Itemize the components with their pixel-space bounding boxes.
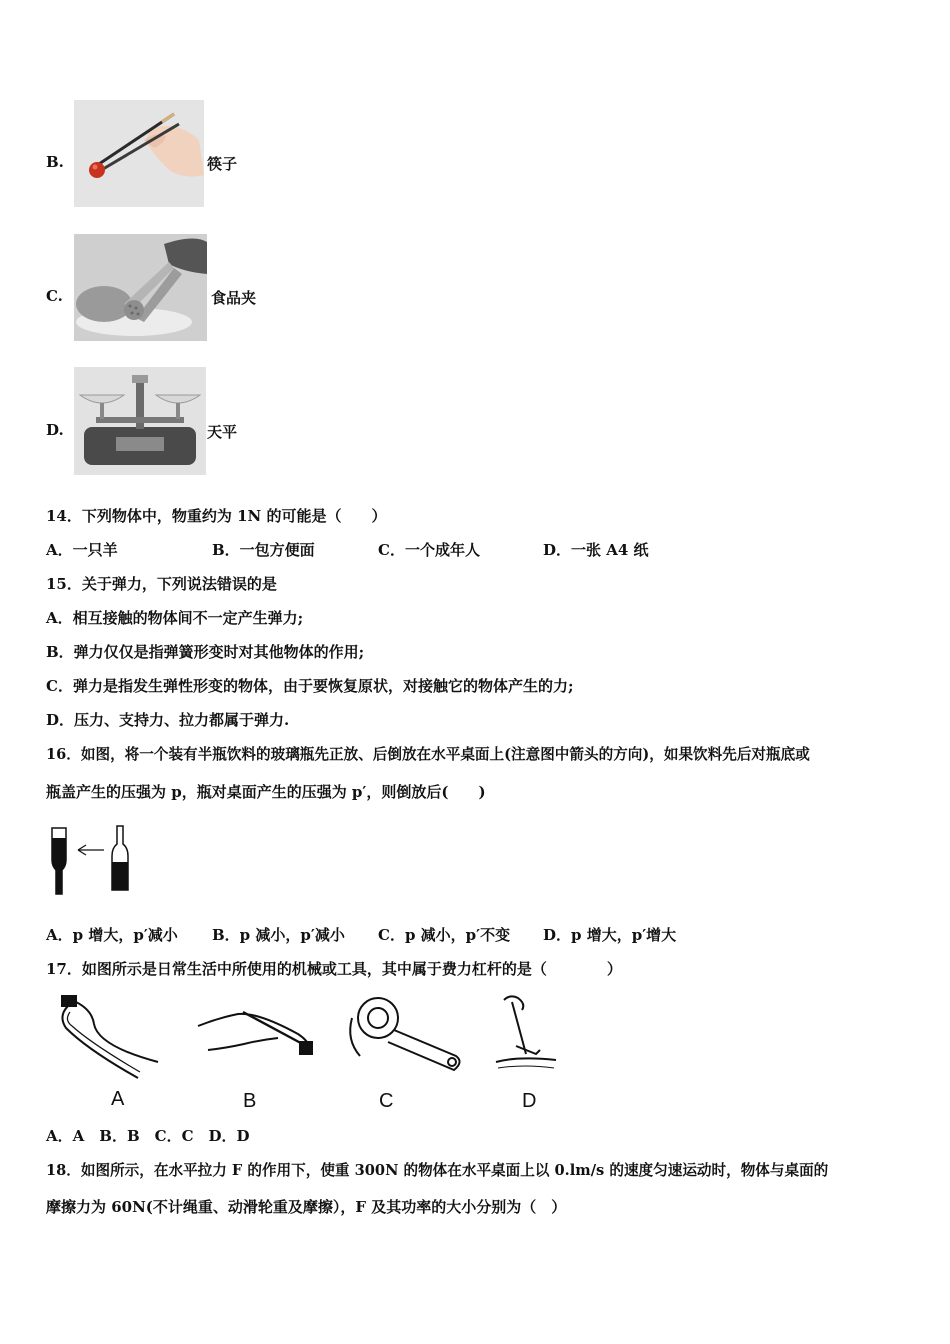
question-16-option-c: C．p 减小，p′不变 [378,926,511,944]
option-d-label: 天平 [207,423,238,441]
question-14-option-c: C．一个成年人 [378,541,480,559]
question-14-option-d: D．一张 A4 纸 [543,541,649,559]
question-15-option-c: C．弹力是指发生弹性形变的物体，由于要恢复原状，对接触它的物体产生的力; [46,677,574,695]
question-17-stem: 17．如图所示是日常生活中所使用的机械或工具，其中属于费力杠杆的是（ ） [46,960,622,978]
question-17-options: A．A B．B C．C D．D [46,1127,250,1145]
question-14-option-b: B．一包方便面 [212,541,315,559]
option-c-label: 食品夹 [211,289,257,307]
question-16-option-d: D．p 增大，p′增大 [543,926,677,944]
question-16-stem-line1: 16．如图，将一个装有半瓶饮料的玻璃瓶先正放、后倒放在水平桌面上(注意图中箭头的方向)，如果饮料先后对瓶底或 [46,746,810,763]
question-18-stem-line1: 18．如图所示，在水平拉力 F 的作用下，使重 300N 的物体在水平桌面上以 0.lm/s 的速度匀速运动时，物体与桌面的 [46,1162,829,1179]
chopsticks-photo [74,100,204,207]
question-16-option-a: A．p 增大，p′减小 [46,926,178,944]
figure-label-b: B [243,1090,257,1112]
figure-label-c: C [379,1090,394,1112]
question-15-option-a: A．相互接触的物体间不一定产生弹力; [46,609,304,627]
balance-scale-photo [74,367,206,475]
option-b-letter: B. [46,153,64,171]
bottle-diagram [48,824,136,896]
option-b-label: 筷子 [207,155,238,173]
question-18-stem-line2: 摩擦力为 60N(不计绳重、动滑轮重及摩擦），F 及其功率的大小分别为（ ） [46,1198,567,1216]
question-15-option-b: B．弹力仅仅是指弹簧形变时对其他物体的作用; [46,643,365,661]
question-15-stem: 15．关于弹力，下列说法错误的是 [46,575,277,593]
question-15-option-d: D．压力、支持力、拉力都属于弹力. [46,711,290,729]
figure-label-a: A [111,1088,125,1110]
figure-label-d: D [522,1090,537,1112]
food-tongs-photo [74,234,207,341]
tools-figure [48,990,568,1114]
question-16-stem-line2: 瓶盖产生的压强为 p，瓶对桌面产生的压强为 p′，则倒放后( ) [46,783,486,801]
option-d-letter: D. [46,421,64,439]
question-14-option-a: A．一只羊 [46,541,118,559]
option-c-letter: C. [46,287,63,305]
question-16-option-b: B．p 减小，p′减小 [212,926,345,944]
question-14-stem: 14．下列物体中，物重约为 1N 的可能是（ ） [46,507,387,525]
